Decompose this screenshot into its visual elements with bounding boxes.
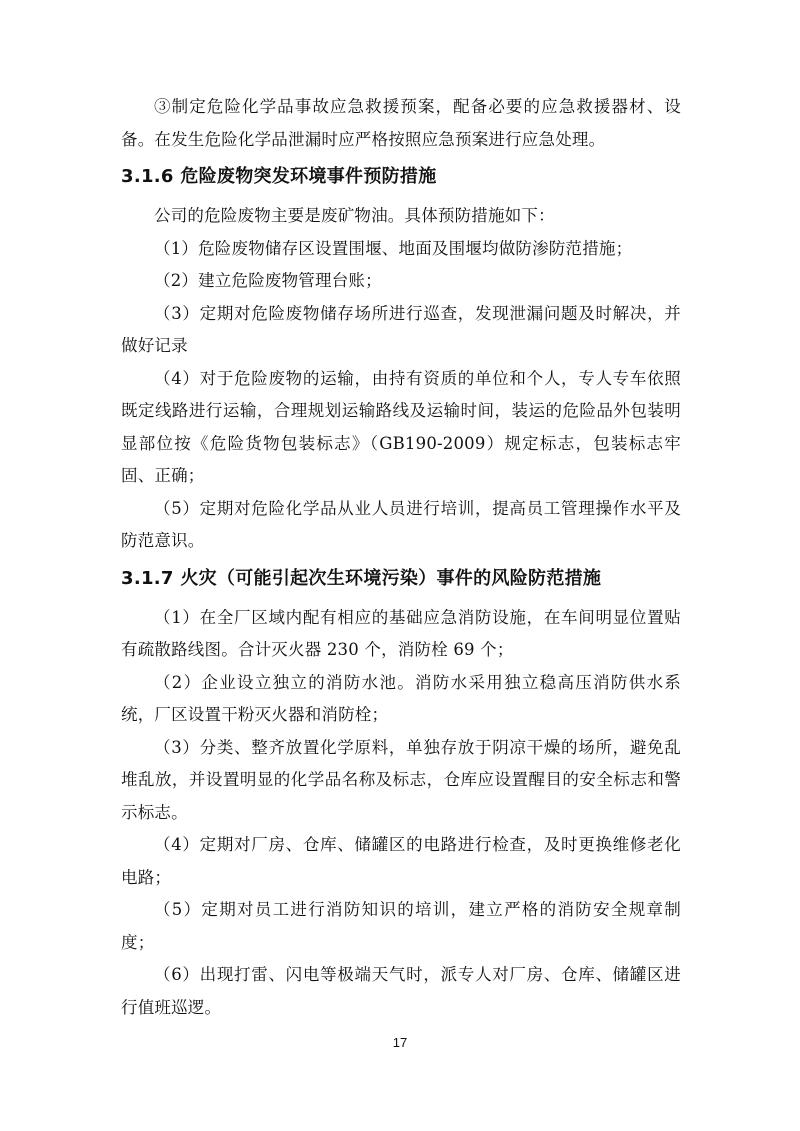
document-body <box>121 91 681 1024</box>
page-number: 17 <box>392 1035 408 1050</box>
list-item: （5）定期对危险化学品从业人员进行培训，提高员工管理操作水平及防范意识。 <box>121 498 681 550</box>
list-item: （3）定期对危险废物储存场所进行巡查，发现泄漏问题及时解决，并做好记录 <box>121 303 681 355</box>
list-item: （2）企业设立独立的消防水池。消防水采用独立稳高压消防供水系统，厂区设置干粉灭火器和消防栓； <box>121 672 681 724</box>
list-item: （6）出现打雷、闪电等极端天气时，派专人对厂房、仓库、储罐区进行值班巡逻。 <box>121 965 681 1017</box>
section-heading-3-1-6: 3.1.6 危险废物突发环境事件预防措施 <box>121 166 437 187</box>
list-item: （2）建立危险废物管理台账； <box>154 271 382 290</box>
list-item: （1）在全厂区域内配有相应的基础应急消防设施，在车间明显位置贴有疏散路线图。合计灭火器 230 个，消防栓 69 个； <box>121 607 681 659</box>
list-item: （3）分类、整齐放置化学原料，单独存放于阴凉干燥的场所，避免乱堆乱放，并设置明显的化学品名称及标志，仓库应设置醒目的安全标志和警示标志。 <box>121 737 681 822</box>
list-item: （5）定期对员工进行消防知识的培训，建立严格的消防安全规章制度； <box>121 900 681 952</box>
intro-paragraph: ③制定危险化学品事故应急救援预案，配备必要的应急救援器材、设备。在发生危险化学品泄漏时应严格按照应急预案进行应急处理。 <box>121 97 681 149</box>
paragraph: 公司的危险废物主要是废矿物油。具体预防措施如下： <box>154 206 555 225</box>
list-item: （4）定期对厂房、仓库、储罐区的电路进行检查，及时更换维修老化电路； <box>121 835 681 887</box>
list-item: （4）对于危险废物的运输，由持有资质的单位和个人，专人专车依照既定线路进行运输，合理规划运输路线及运输时间，装运的危险品外包装明显部位按《危险货物包装标志》（GB190-2009）规定标志，包装标志牢固、正确； <box>121 368 681 485</box>
section-heading-3-1-7: 3.1.7 火灾（可能引起次生环境污染）事件的风险防范措施 <box>121 567 602 589</box>
list-item: （1）危险废物储存区设置围堰、地面及围堰均做防渗防范措施； <box>154 238 633 258</box>
